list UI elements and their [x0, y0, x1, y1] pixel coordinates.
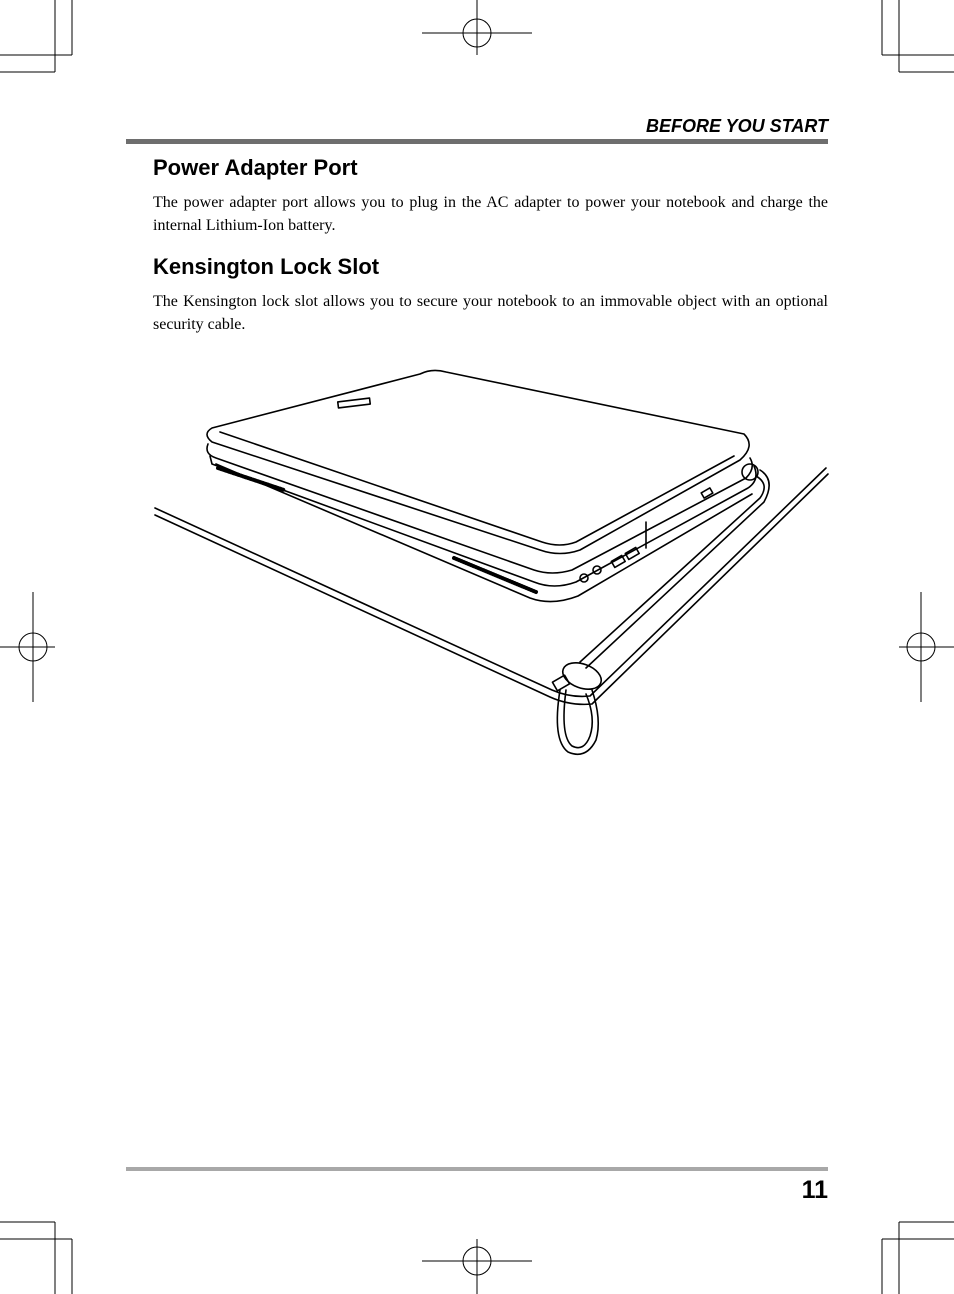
section-heading-kensington: Kensington Lock Slot [153, 254, 380, 279]
section-body-power-adapter: The power adapter port allows you to plug in the AC adapter to power your notebook and charge the internal Lithium-Ion battery. [153, 194, 828, 234]
running-header: BEFORE YOU START [645, 116, 828, 136]
section-body-kensington: The Kensington lock slot allows you to secure your notebook to an immovable object with an optional security cable. [153, 293, 828, 333]
footer-rule [126, 1167, 828, 1171]
page-number: 11 [801, 1176, 828, 1204]
header-rule [126, 139, 828, 144]
page-content [153, 154, 828, 336]
notebook-lock-illustration [150, 360, 840, 765]
section-heading-power-adapter: Power Adapter Port [153, 155, 358, 180]
